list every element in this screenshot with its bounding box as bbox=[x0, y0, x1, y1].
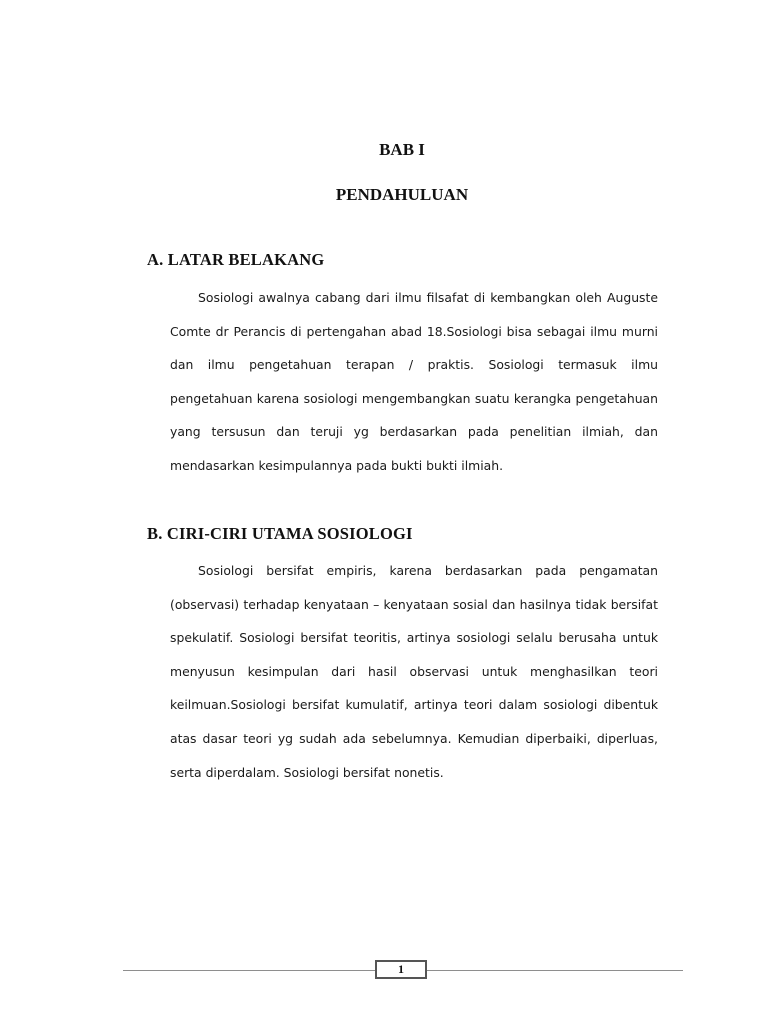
section-heading-ciri-ciri: B. CIRI-CIRI UTAMA SOSIOLOGI bbox=[147, 524, 413, 543]
paragraph-line: keilmuan.Sosiologi bersifat kumulatif, artinya teori dalam sosiologi dibentuk bbox=[170, 697, 658, 713]
paragraph-line: pengetahuan karena sosiologi mengembangkan suatu kerangka pengetahuan bbox=[170, 390, 658, 406]
paragraph-line: serta diperdalam. Sosiologi bersifat nonetis. bbox=[170, 764, 444, 780]
footer-rule-left bbox=[123, 970, 375, 971]
paragraph-line: dan ilmu pengetahuan terapan / praktis. Sosiologi termasuk ilmu bbox=[170, 357, 658, 373]
section-heading-latar-belakang: A. LATAR BELAKANG bbox=[147, 250, 325, 269]
footer-rule-right bbox=[427, 970, 683, 971]
paragraph-ciri-ciri bbox=[170, 558, 658, 793]
paragraph-latar-belakang bbox=[170, 285, 658, 487]
paragraph-line: Sosiologi bersifat empiris, karena berdasarkan pada pengamatan bbox=[198, 563, 658, 578]
paragraph-line: atas dasar teori yg sudah ada sebelumnya. Kemudian diperbaiki, diperluas, bbox=[170, 730, 658, 746]
paragraph-line: mendasarkan kesimpulannya pada bukti bukti ilmiah. bbox=[170, 457, 504, 473]
paragraph-line: menyusun kesimpulan dari hasil observasi untuk menghasilkan teori bbox=[170, 663, 658, 679]
paragraph-line: Comte dr Perancis di pertengahan abad 18.Sosiologi bisa sebagai ilmu murni bbox=[170, 323, 658, 339]
paragraph-line: spekulatif. Sosiologi bersifat teoritis, artinya sosiologi selalu berusaha untuk bbox=[170, 630, 658, 646]
chapter-number: BAB I bbox=[379, 140, 425, 159]
chapter-title: PENDAHULUAN bbox=[335, 185, 469, 204]
paragraph-line: yang tersusun dan teruji yg berdasarkan pada penelitian ilmiah, dan bbox=[170, 424, 658, 440]
page-number: 1 bbox=[375, 960, 427, 979]
paragraph-line: (observasi) terhadap kenyataan – kenyataan sosial dan hasilnya tidak bersifat bbox=[170, 596, 658, 612]
paragraph-line: Sosiologi awalnya cabang dari ilmu filsafat di kembangkan oleh Auguste bbox=[198, 290, 658, 305]
